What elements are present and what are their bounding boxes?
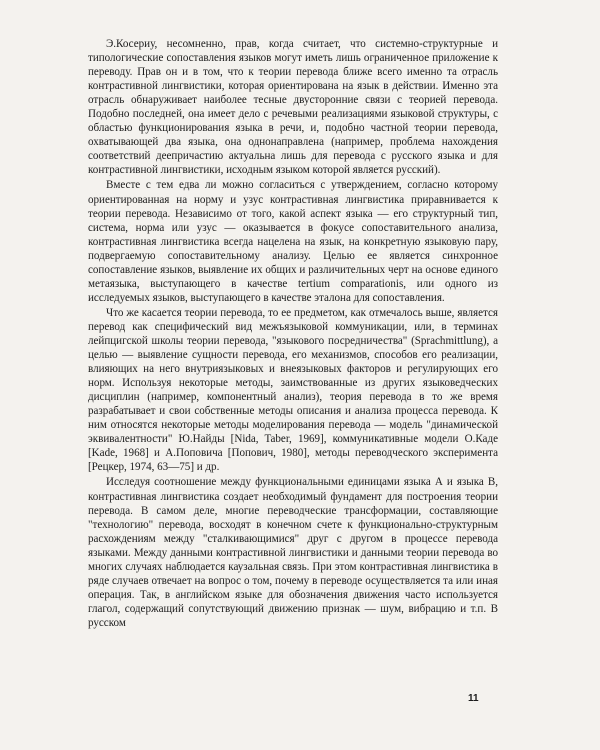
paragraph-2: Вместе с тем едва ли можно согласиться с утверждением, согласно которому ориентированная на норму и узус контрастивная лингвистика приравнивается к теории перевода. Независимо от того, какой аспект языка — его структурный тип, система, норма или узус — оказывается в фокусе сопоставительного анализа, контрастивная лингвистика всегда нацелена на язык, на конкретную языковую пару, подвергаемую сопоставительному анализу. Целью ее является синхронное сопоставление языков, выявление их общих и различительных черт на основе единого метаязыка, выступающего в качестве tertium comparationis, или одного из исследуемых языков, выступающего в качестве эталона для сопоставления. (88, 179, 498, 304)
paragraph-4: Исследуя соотношение между функциональными единицами языка А и языка В, контрастивная лингвистика создает необходимый фундамент для построения теории перевода. В самом деле, многие переводческие трансформации, составляющие "технологию" перевода, восходят в конечном счете к функционально-структурным расхождениям между "сталкивающимися" друг с другом в процессе перевода языками. Между данными контрастивной лингвистики и данными теории перевода во многих случаях наблюдается каузальная связь. При этом контрастивная лингвистика в ряде случаев отвечает на вопрос о том, почему в переводе осуществляется та или иная операция. Так, в английском языке для обозначения движения часто используется глагол, содержащий сопутствующий движению признак — шум, вибрацию и т.п. В русском (88, 476, 498, 629)
body-text (88, 37, 498, 631)
page-number: 11 (468, 693, 479, 704)
paragraph-3: Что же касается теории перевода, то ее предметом, как отмечалось выше, является перевод как специфический вид межъязыковой коммуникации, или, в терминах лейпцигской школы теории перевода, "языкового посредничества" (Sprachmittlung), а целью — выявление сущности перевода, его механизмов, способов его реализации, влияющих на него внутриязыковых и внеязыковых факторов и регулирующих его норм. Используя некоторые методы, заимствованные из других языковедческих дисциплин (например, компонентный анализ), теория перевода в то же время разрабатывает и свои собственные методы описания и анализа процесса перевода. К ним относятся некоторые методы моделирования перевода — модель "динамической эквивалентности" Ю.Найды [Nida, Taber, 1969], коммуникативные модели О.Каде [Kade, 1968] и А.Поповича [Попович, 1980], методы переводческого эксперимента [Рецкер, 1974, 63—75] и др. (88, 306, 498, 474)
paragraph-1: Э.Косериу, несомненно, прав, когда считает, что системно-структурные и типологические сопоставления языков могут иметь лишь ограниченное приложение к переводу. Прав он и в том, что к теории перевода ближе всего именно та отрасль контрастивной лингвистики, которая ориентирована на язык в действии. Именно эта отрасль обнаруживает наиболее тесные двусторонние связи с теорией перевода. Подобно последней, она имеет дело с речевыми реализациями языковой структуры, с областью функционирования языка в речи, и, подобно частной теории перевода, охватывающей два языка, она однонаправлена (например, проблема нахождения соответствий деепричастию актуальна лишь для перевода с русского языка и для контрастивной лингвистики, исходным языком которой является русский). (88, 38, 498, 177)
